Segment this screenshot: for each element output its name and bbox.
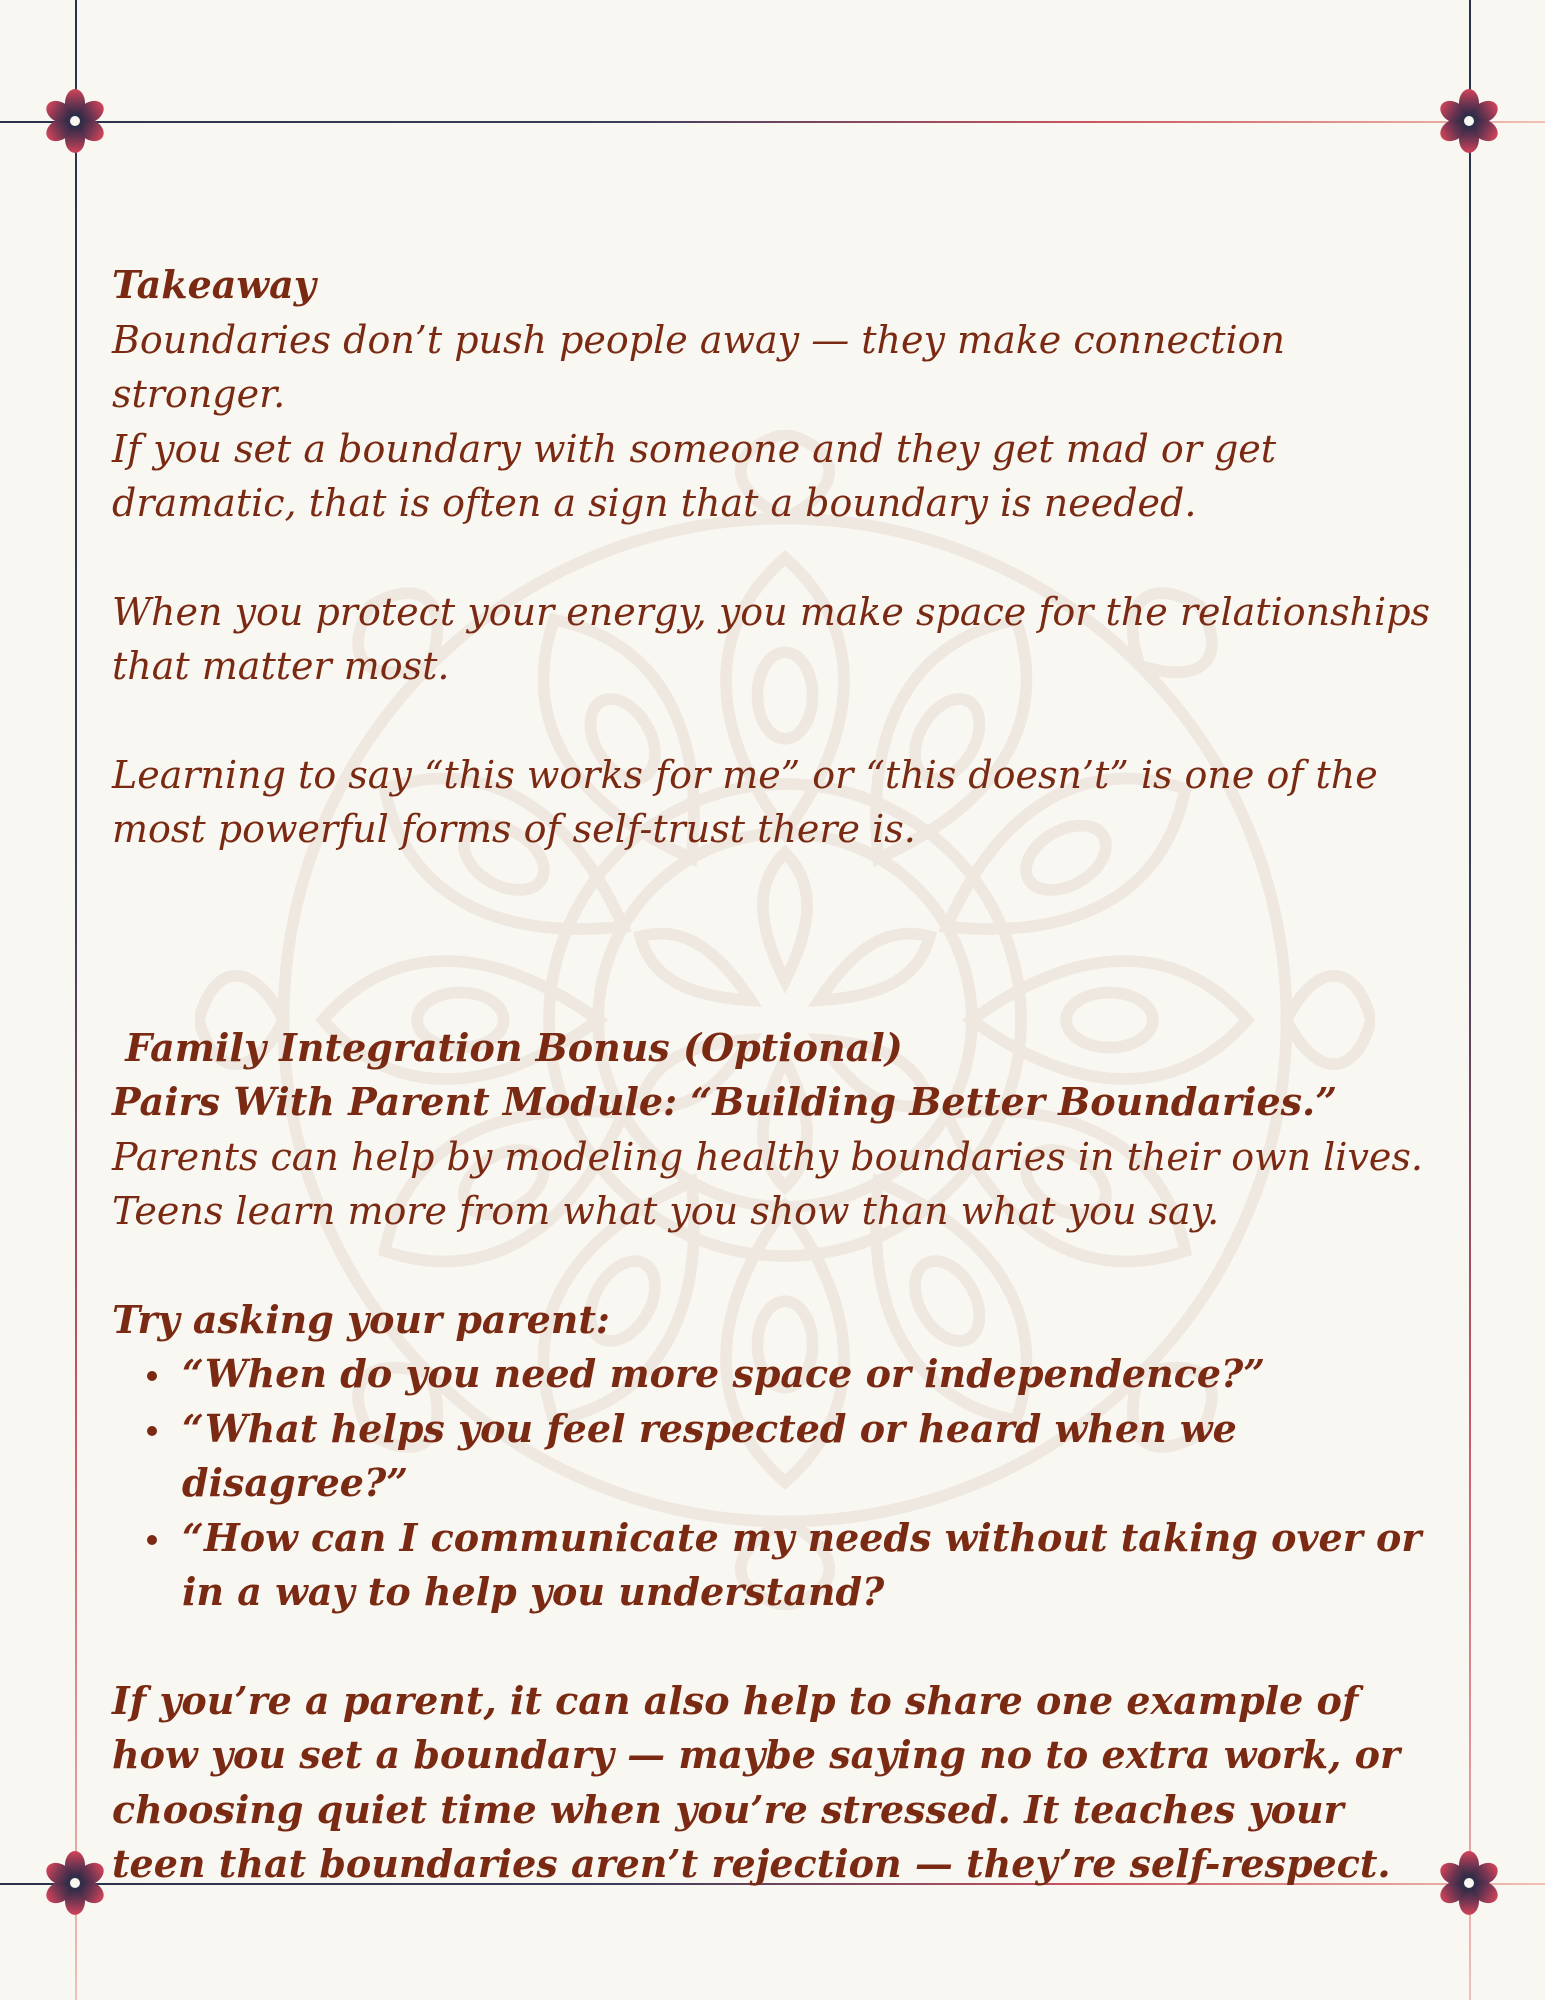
parent-closing-paragraph: If you’re a parent, it can also help to share one example of how you set a boundary — maybe saying no to extra work, or choosing quiet time when you’re stressed. It teaches your teen that boundaries aren’t rejection — they’re self-respect. — [112, 1677, 1400, 1886]
frame-right-line — [1469, 0, 1471, 2000]
family-intro: Parents can help by modeling healthy boundaries in their own lives. Teens learn more from what you show than what you say. — [112, 1134, 1423, 1233]
takeaway-line-1: Boundaries don’t push people away — they make connection stronger. — [112, 317, 1285, 416]
frame-top-line — [0, 121, 1545, 123]
takeaway-line-2: If you set a boundary with someone and they get mad or get dramatic, that is often a sign that a boundary is needed. — [112, 426, 1277, 525]
list-item: “When do you need more space or independence?” — [182, 1347, 1432, 1402]
flower-icon — [1436, 88, 1502, 154]
try-asking-label: Try asking your parent: — [112, 1296, 610, 1342]
takeaway-paragraph-3: Learning to say “this works for me” or “this doesn’t” is one of the most powerful forms of self-trust there is. — [112, 752, 1378, 851]
family-pairs-line: Pairs With Parent Module: “Building Better Boundaries.” — [112, 1079, 1338, 1124]
family-heading: Family Integration Bonus (Optional) — [112, 1024, 903, 1070]
flower-icon — [42, 88, 108, 154]
frame-left-line — [75, 0, 77, 2000]
takeaway-paragraph-2: When you protect your energy, you make space for the relationships that matter most. — [112, 589, 1431, 688]
list-item: “How can I communicate my needs without taking over or in a way to help you understand? — [182, 1511, 1432, 1620]
takeaway-heading: Takeaway — [112, 262, 316, 307]
page-content — [112, 258, 1432, 1892]
question-list — [112, 1347, 1432, 1620]
flower-icon — [42, 1850, 108, 1916]
list-item: “What helps you feel respected or heard when we disagree?” — [182, 1402, 1432, 1511]
flower-icon — [1436, 1850, 1502, 1916]
